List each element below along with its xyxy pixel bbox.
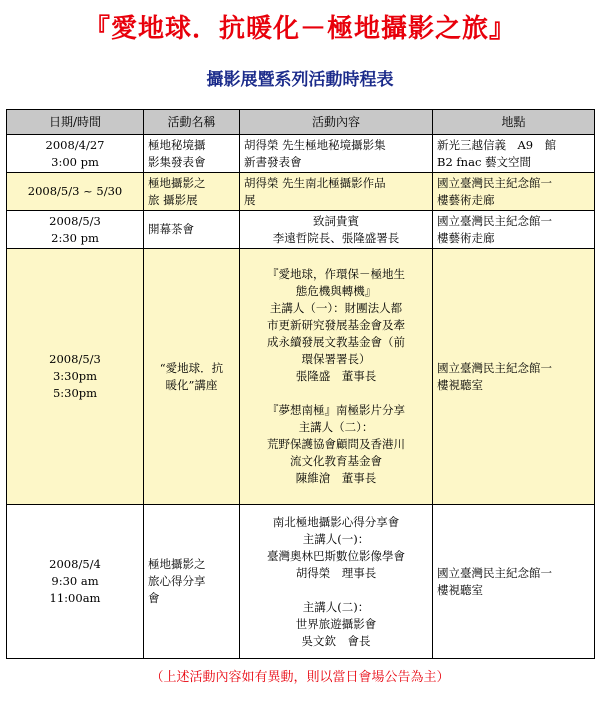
row-venue: 國立臺灣民主紀念館一 樓視聽室 (433, 505, 595, 659)
row-name: 開幕茶會 (144, 211, 240, 249)
row-venue: 國立臺灣民主紀念館一 樓視聽室 (433, 249, 595, 505)
table-row (7, 505, 595, 659)
row-content: 南北極地攝影心得分享會 主講人(一)： 臺灣奧林巴斯數位影像學會 胡得榮 理事長 主講人(二)： 世界旅遊攝影會 吳文欽 會長 (240, 505, 433, 659)
header-name: 活動名稱 (144, 110, 240, 135)
row-date: 2008/5/3 ~ 5/30 (7, 173, 144, 211)
header-venue: 地點 (433, 110, 595, 135)
row-venue: 新光三越信義 A9 館 B2 fnac 藝文空間 (433, 135, 595, 173)
row-content: 致詞貴賓 李遠哲院長、張隆盛署長 (240, 211, 433, 249)
row-content: 胡得榮 先生極地秘境攝影集 新書發表會 (240, 135, 433, 173)
row-name: 極地攝影之 旅心得分享 會 (144, 505, 240, 659)
table-row (7, 135, 595, 173)
row-date: 2008/5/3 3:30pm 5:30pm (7, 249, 144, 505)
row-venue: 國立臺灣民主紀念館一 樓藝術走廊 (433, 211, 595, 249)
row-content: 胡得榮 先生南北極攝影作品 展 (240, 173, 433, 211)
table-header-row (7, 110, 595, 135)
row-date: 2008/4/27 3:00 pm (7, 135, 144, 173)
schedule-table (6, 109, 595, 659)
row-name: 極地攝影之 旅 攝影展 (144, 173, 240, 211)
page-title: 『愛地球．抗暖化－極地攝影之旅』 (83, 14, 516, 44)
row-date: 2008/5/4 9:30 am 11:00am (7, 505, 144, 659)
row-content: 『愛地球，作環保－極地生 態危機與轉機』 主講人（一）：財團法人都 市更新研究發展基金會及牽 成永續發展文教基金會（前 環保署署長） 張隆盛 董事長 『夢想南極』南極影片分享 主講人（二）： 荒野保護協會顧問及香港川 流文化教育基金會 陳維滄 董事長 (240, 249, 433, 505)
page-subtitle: 攝影展暨系列活動時程表 (206, 70, 394, 90)
header-date: 日期/時間 (7, 110, 144, 135)
row-name: “愛地球．抗 暖化”講座 (144, 249, 240, 505)
table-row (7, 211, 595, 249)
row-name: 極地秘境攝 影集發表會 (144, 135, 240, 173)
row-venue: 國立臺灣民主紀念館一 樓藝術走廊 (433, 173, 595, 211)
row-date: 2008/5/3 2:30 pm (7, 211, 144, 249)
header-content: 活動內容 (240, 110, 433, 135)
table-row (7, 173, 595, 211)
table-row (7, 249, 595, 505)
footer-note: （上述活動內容如有異動，則以當日會場公告為主） (150, 670, 450, 685)
